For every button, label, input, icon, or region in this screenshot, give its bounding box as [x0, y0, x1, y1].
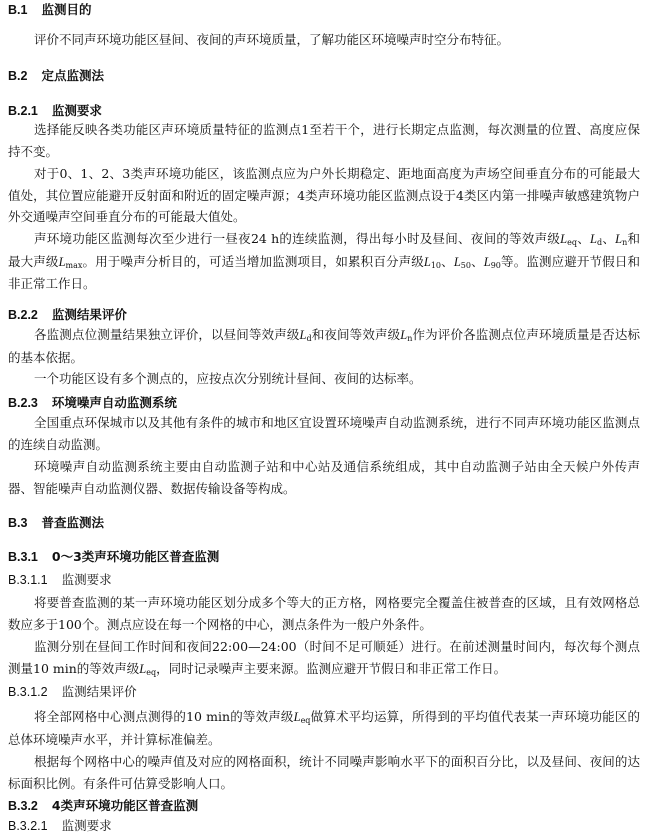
heading-b21: B.2.1 监测要求: [8, 103, 102, 118]
heading-b311: B.3.1.1 监测要求: [8, 572, 112, 587]
paragraph: 根据每个网格中心的噪声值及对应的网格面积，统计不同噪声影响水平下的面积百分比，以及昼间、夜间的达标面积比例。有条件可估算受影响人口。: [8, 754, 640, 791]
heading-b2: B.2 定点监测法: [8, 68, 104, 83]
paragraph: 声环境功能区监测每次至少进行一昼夜24 h的连续监测，得出每小时及昼间、夜间的等效声级$L_{eq}$、$L_d$、$L_n$和最大声级$L_{max}$。用于噪声分析目的，可适当增加监测项目，如累积百分声级$L_{10}$、$L_{50}$、$L_{90}$等。监测应避开节假日和非正常工作日。: [8, 231, 640, 291]
heading-b32: B.3.2 4类声环境功能区普查监测: [8, 798, 199, 813]
heading-b1: B.1 监测目的: [8, 2, 92, 17]
paragraph: 选择能反映各类功能区声环境质量特征的监测点1至若干个，进行长期定点监测，每次测量的位置、高度应保持不变。: [8, 122, 640, 159]
paragraph: 各监测点位测量结果独立评价，以昼间等效声级$L_d$和夜间等效声级$L_n$作为评价各监测点位声环境质量是否达标的基本依据。: [8, 327, 640, 365]
heading-b23: B.2.3 环境噪声自动监测系统: [8, 395, 177, 410]
heading-b312: B.3.1.2 监测结果评价: [8, 684, 137, 699]
heading-b3: B.3 普查监测法: [8, 515, 104, 530]
paragraph: 将要普查监测的某一声环境功能区划分成多个等大的正方格，网格要完全覆盖住被普查的区域，且有效网格总数应多于100个。测点应设在每一个网格的中心，测点条件为一般户外条件。: [8, 595, 640, 632]
paragraph: 监测分别在昼间工作时间和夜间22:00—24:00（时间不足可顺延）进行。在前述测量时间内，每次每个测点测量10 min的等效声级$L_{eq}$，同时记录噪声主要来源。监测应避开节假日和非正常工作日。: [8, 639, 640, 677]
paragraph: 一个功能区设有多个测点的，应按点次分别统计昼间、夜间的达标率。: [34, 371, 422, 386]
heading-b22: B.2.2 监测结果评价: [8, 307, 127, 322]
paragraph: 评价不同声环境功能区昼间、夜间的声环境质量，了解功能区环境噪声时空分布特征。: [34, 32, 510, 47]
paragraph: 对于0、1、2、3类声环境功能区，该监测点应为户外长期稳定、距地面高度为声场空间垂直分布的可能最大值处，其位置应能避开反射面和附近的固定噪声源；4类声环境功能区监测点设于4类区内第一排噪声敏感建筑物户外交通噪声空间垂直分布的可能最大值处。: [8, 166, 640, 224]
paragraph: 全国重点环保城市以及其他有条件的城市和地区宜设置环境噪声自动监测系统，进行不同声环境功能区监测点的连续自动监测。: [8, 415, 640, 452]
paragraph: 将全部网格中心测点测得的10 min的等效声级$L_{eq}$做算术平均运算，所得到的平均值代表某一声环境功能区的总体环境噪声水平，并计算标准偏差。: [8, 709, 640, 747]
heading-b31: B.3.1 0～3类声环境功能区普查监测: [8, 549, 220, 564]
heading-b321: B.3.2.1 监测要求: [8, 818, 112, 833]
paragraph: 环境噪声自动监测系统主要由自动监测子站和中心站及通信系统组成，其中自动监测子站由全天候户外传声器、智能噪声自动监测仪器、数据传输设备等构成。: [8, 459, 640, 496]
